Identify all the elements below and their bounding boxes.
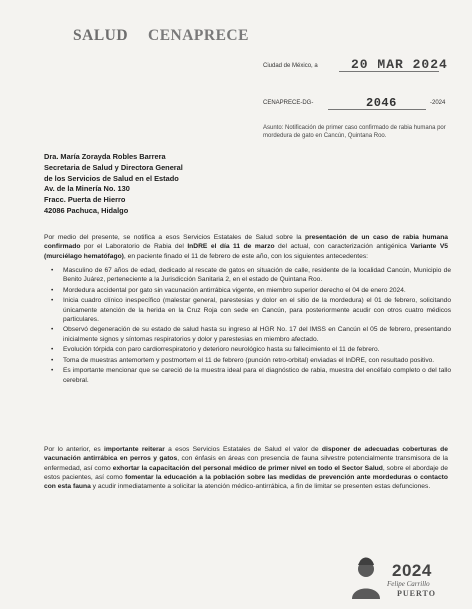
badge-name: Felipe Carrillo: [387, 580, 430, 588]
list-item: • Es importante mencionar que se careció de la muestra ideal para el diagnóstico de rabia, muestra del encéfalo completo o del tallo cerebral.: [51, 367, 451, 384]
bullet-icon: •: [51, 297, 54, 305]
subject-line: Asunto: Notificación de primer caso confirmado de rabia humana por mordedura de gato en Cancún, Quintana Roo.: [263, 125, 446, 139]
antecedentes-list: [47, 266, 451, 386]
recipient-neighborhood: Fracc. Puerta de Hierro: [44, 195, 126, 205]
list-item: • Toma de muestras antemortem y postmortem el 11 de febrero (punción retro-orbital) enviadas el InDRE, con resultado positivo.: [51, 356, 435, 364]
reference-year: -2024: [430, 100, 446, 106]
date-stamp: 20 MAR 2024: [351, 57, 448, 72]
bullet-icon: •: [51, 356, 54, 364]
list-item: • Inicia cuadro clínico inespecífico (malestar general, parestesias y dolor en el sitio de la mordedura) el 01 de febrero, solicitando únicamente atención de la herida en la Cruz Roja con sede en Cancún, para posteriormente acudir con otros cuatro médicos particulares.: [51, 297, 451, 323]
cenaprece-logo: CENAPRECE: [148, 27, 249, 44]
list-item: • Evolución tórpida con paro cardiorrespiratorio y deterioro neurológico hasta su fallecimiento el 11 de febrero.: [51, 346, 380, 354]
reference-number: 2046: [366, 96, 397, 110]
bullet-icon: •: [51, 326, 54, 334]
salud-logo: SALUD: [73, 27, 129, 44]
city-label: Ciudad de México, a: [263, 63, 318, 69]
reference-underline: [328, 109, 426, 110]
intro-paragraph: Por medio del presente, se notifica a esos Servicios Estatales de Salud sobre la presentación de un caso de rabia humana confirmado por el Laboratorio de Rabia del InDRE el día 11 de marzo del actual, con caracterización antigénica Variante V5 (murciélago hematófago), en paciente finado el 11 de febrero de este año, con los siguientes antecedentes:: [44, 234, 449, 260]
date-underline: [339, 71, 439, 72]
recipient-street: Av. de la Minería No. 130: [44, 184, 130, 194]
recipient-city: 42086 Pachuca, Hidalgo: [44, 205, 129, 215]
bullet-icon: •: [51, 367, 54, 375]
reference-prefix: CENAPRECE-DG-: [263, 100, 314, 106]
bullet-icon: •: [51, 346, 54, 354]
portrait-icon: [352, 558, 380, 599]
recipient-name: Dra. María Zorayda Robles Barrera: [44, 152, 166, 161]
badge-year: 2024: [392, 561, 432, 580]
recipient-title-1: Secretaria de Salud y Directora General: [44, 162, 183, 172]
bullet-icon: •: [51, 267, 54, 274]
recipient-title-2: de los Servicios de Salud en el Estado: [44, 173, 179, 183]
bullet-icon: •: [51, 286, 54, 294]
recipient-block: [44, 152, 374, 217]
list-item: • Observó degeneración de su estado de salud hasta su ingreso al HGR No. 17 del IMSS en Cancún el 05 de febrero, presentando inicialmente signos y síntomas respiratorios y dolor y parestesias en miembro afectado.: [51, 326, 451, 343]
list-item: • Masculino de 67 años de edad, dedicado al rescate de gatos en situación de calle, residente de la localidad Cancún, Municipio de Benito Juárez, perteneciente a la Jurisdicción Sanitaria 2, en el estado de Quintana Roo.: [51, 267, 451, 284]
list-item: • Mordedura accidental por gato sin vacunación antirrábica vigente, en miembro superior derecho el 04 de enero 2024.: [51, 286, 406, 294]
closing-paragraph: Por lo anterior, es importante reiterar a esos Servicios Estatales de Salud el valor de disponer de adecuadas coberturas de vacunación antirrábica en perros y gatos, con énfasis en áreas con presencia de fauna silvestre potencialmente transmisora de la enfermedad, así como exhortar la capacitación del personal médico de primer nivel en todo el Sector Salud, sobre el abordaje de estos pacientes, así como fomentar la educación a la población sobre las medidas de prevención ante mordeduras o contacto con esta fauna y acudir inmediatamente a solicitar la atención médico-antirrábica, a fin de limitar se presenten estas defunciones.: [44, 446, 449, 491]
badge-subtitle: PUERTO: [397, 589, 436, 598]
